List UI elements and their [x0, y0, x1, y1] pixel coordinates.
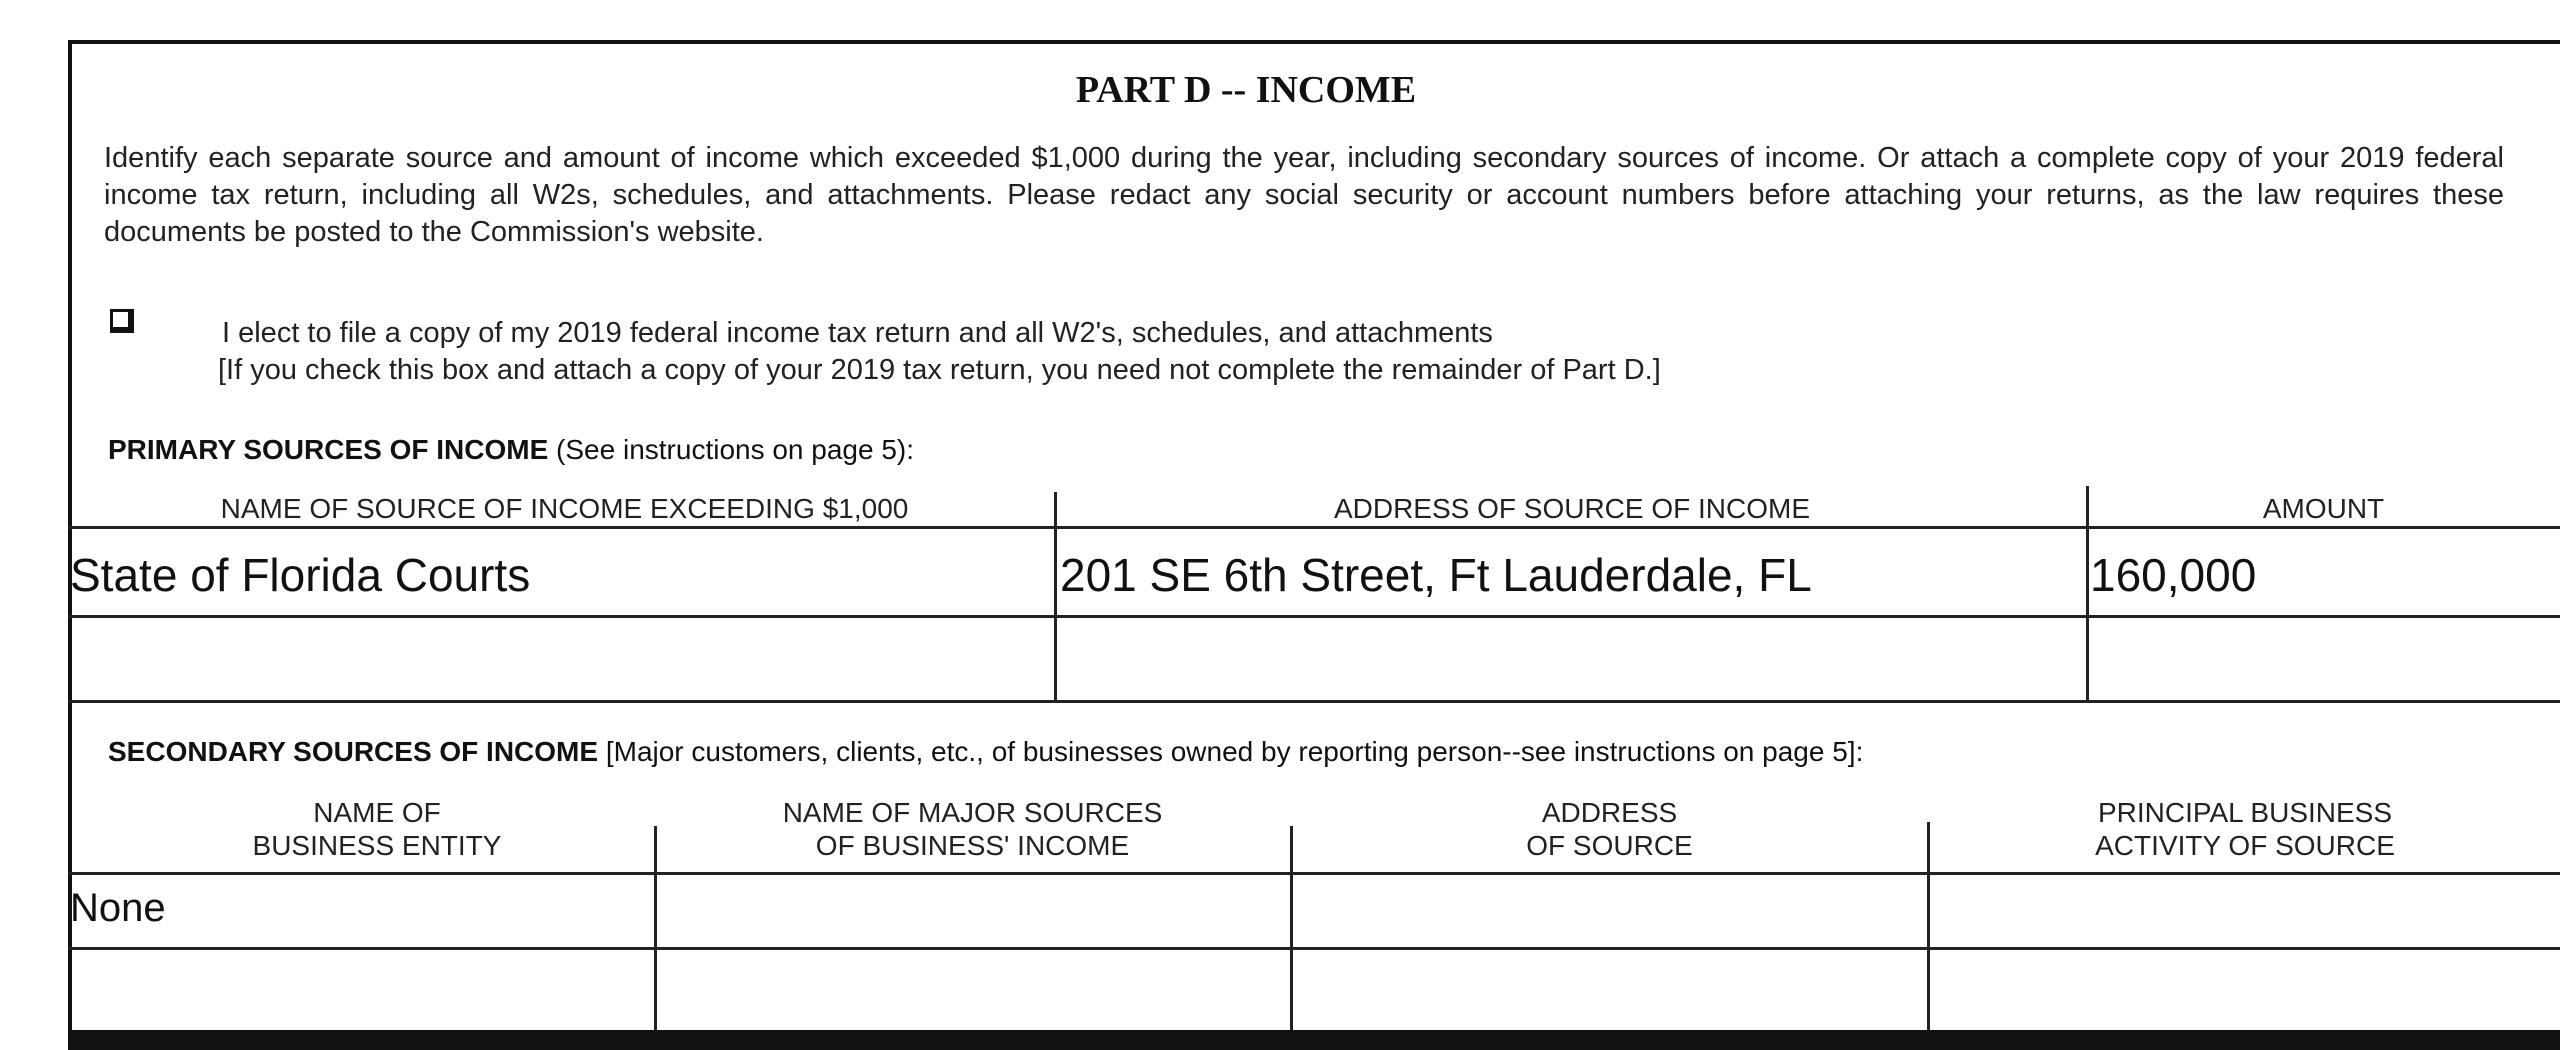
- primary-header-rule: [68, 526, 2560, 529]
- secondary-sources-heading-bold: SECONDARY SOURCES OF INCOME: [108, 736, 599, 767]
- secondary-col-address: [1292, 796, 1927, 862]
- secondary-row-2-entity[interactable]: [72, 950, 654, 1028]
- secondary-col-activity-line2: ACTIVITY OF SOURCE: [2095, 830, 2395, 861]
- secondary-row-1-major-sources[interactable]: [657, 875, 1290, 947]
- primary-row-1-address[interactable]: 201 SE 6th Street, Ft Lauderdale, FL: [1060, 549, 1812, 601]
- elect-tax-return-checkbox[interactable]: [110, 309, 134, 333]
- secondary-row-1-address[interactable]: [1293, 875, 1927, 947]
- primary-sources-heading-note: (See instructions on page 5):: [548, 434, 915, 465]
- secondary-sources-heading: [108, 736, 1863, 768]
- secondary-col-entity-line2: BUSINESS ENTITY: [252, 830, 502, 861]
- bottom-border-bar: [68, 1030, 2560, 1050]
- secondary-col-activity: [1930, 796, 2560, 862]
- primary-sources-heading-bold: PRIMARY SOURCES OF INCOME: [108, 434, 549, 465]
- secondary-row-1-activity[interactable]: [1930, 875, 2560, 947]
- primary-col-amount: AMOUNT: [2262, 493, 2385, 524]
- secondary-col-major-sources-line2: OF BUSINESS' INCOME: [815, 830, 1130, 861]
- primary-row-1-name[interactable]: State of Florida Courts: [70, 549, 531, 601]
- secondary-col-major-sources: [655, 796, 1290, 862]
- secondary-sources-heading-note: [Major customers, clients, etc., of businesses owned by reporting person--see instructions on page 5]:: [598, 736, 1864, 767]
- secondary-col-address-line1: ADDRESS: [1541, 797, 1678, 828]
- secondary-col-entity: [72, 796, 682, 862]
- primary-row-2-address[interactable]: [1057, 618, 2086, 700]
- secondary-col-major-sources-line1: NAME OF MAJOR SOURCES: [782, 797, 1163, 828]
- primary-row-1-amount[interactable]: 160,000: [2090, 549, 2257, 601]
- primary-row-2-name[interactable]: [72, 618, 1054, 700]
- part-title: PART D -- INCOME: [1075, 69, 1417, 111]
- elect-tax-return-note: [If you check this box and attach a copy of your 2019 tax return, you need not complete the remainder of Part D.]: [218, 354, 1661, 386]
- elect-tax-return-label: I elect to file a copy of my 2019 federal income tax return and all W2's, schedules, and attachments: [222, 317, 1493, 349]
- secondary-row-2-major-sources[interactable]: [657, 950, 1290, 1028]
- secondary-row-2-activity[interactable]: [1930, 950, 2560, 1028]
- secondary-col-address-line2: OF SOURCE: [1526, 830, 1693, 861]
- primary-bottom-rule: [68, 700, 2560, 703]
- instructions-text: Identify each separate source and amount of income which exceeded $1,000 during the year, including secondary sources of income. Or attach a complete copy of your 2019 federal income tax return, including all W2s, schedules, and attachments. Please redact any social security or account numbers before attaching your returns, as the law requires these documents be posted to the Commission's website.: [104, 142, 2504, 248]
- primary-sources-heading: [108, 434, 914, 466]
- primary-col-address: ADDRESS OF SOURCE OF INCOME: [1333, 493, 1811, 524]
- primary-row-2-amount[interactable]: [2089, 618, 2560, 700]
- primary-col-source-name: NAME OF SOURCE OF INCOME EXCEEDING $1,000: [220, 493, 909, 524]
- secondary-col-entity-line1: NAME OF: [313, 797, 441, 828]
- secondary-col-activity-line1: PRINCIPAL BUSINESS: [2097, 797, 2393, 828]
- secondary-row-1-entity[interactable]: None: [70, 886, 166, 930]
- secondary-row-2-address[interactable]: [1293, 950, 1927, 1028]
